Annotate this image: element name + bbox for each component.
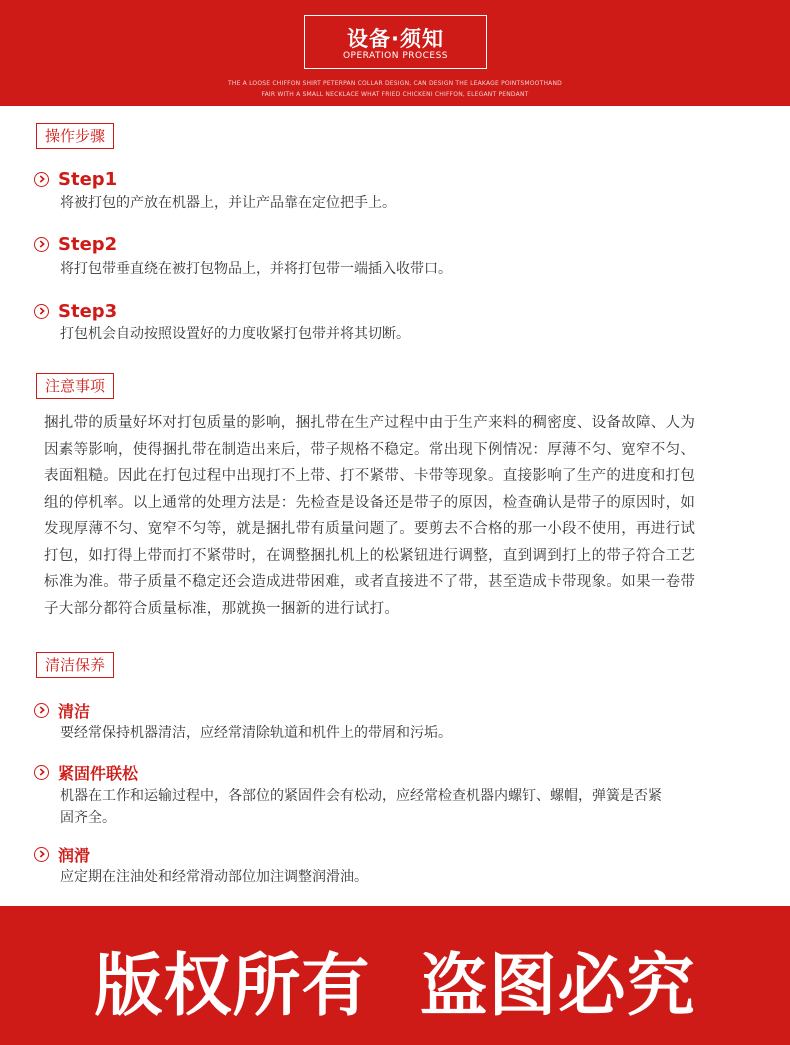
section-label-notice: 注意事项 bbox=[36, 373, 114, 399]
step-2-heading bbox=[34, 232, 117, 256]
chevron-right-circle-icon bbox=[34, 765, 49, 780]
title-box bbox=[304, 15, 487, 69]
page-subtitle: OPERATION PROCESS bbox=[342, 51, 449, 61]
maintenance-line: 应定期在注油处和经常滑动部位加注调整润滑油。 bbox=[60, 869, 368, 885]
notice-line: 因素等影响，使得捆扎带在制造出来后，带子规格不稳定。常出现下例情况：厚薄不匀、宽窄不匀、 bbox=[44, 441, 696, 458]
step-1-title: Step1 bbox=[58, 168, 118, 190]
step-1-text: 将被打包的产放在机器上，并让产品靠在定位把手上。 bbox=[60, 195, 396, 211]
maintenance-item-3-text bbox=[60, 866, 760, 888]
maintenance-item-2-text bbox=[60, 785, 760, 829]
step-2-text: 将打包带垂直绕在被打包物品上，并将打包带一端插入收带口。 bbox=[60, 261, 452, 277]
tagline-line-2: FAIR WITH A SMALL NECKLACE WHAT FRIED CHICKENI CHIFFON, ELEGANT PENDANT bbox=[261, 91, 529, 98]
notice-paragraph bbox=[44, 410, 756, 622]
chevron-right-circle-icon bbox=[34, 237, 49, 252]
chevron-right-circle-icon bbox=[34, 172, 49, 187]
step-3-text: 打包机会自动按照设置好的力度收紧打包带并将其切断。 bbox=[60, 326, 410, 342]
notice-line: 捆扎带的质量好坏对打包质量的影响，捆扎带在生产过程中由于生产来料的稠密度、设备故障、人为 bbox=[44, 415, 696, 431]
chevron-right-circle-icon bbox=[34, 304, 49, 319]
maintenance-item-2-heading bbox=[34, 760, 138, 784]
maintenance-item-3-heading bbox=[34, 842, 90, 866]
section-label-operation: 操作步骤 bbox=[36, 123, 114, 149]
maintenance-item-1-heading bbox=[34, 698, 90, 722]
notice-line: 表面粗糙。因此在打包过程中出现打不上带、打不紧带、卡带等现象。直接影响了生产的进度和打包 bbox=[44, 468, 696, 484]
tagline-line-1: THE A LOOSE CHIFFON SHIRT PETERPAN COLLAR DESIGN, CAN DESIGN THE LEAKAGE POINTSMOOTHAND bbox=[228, 80, 562, 87]
maintenance-item-3-title: 润滑 bbox=[58, 845, 91, 865]
header-banner bbox=[0, 0, 790, 106]
notice-line: 子大部分都符合质量标准，那就换一捆新的进行试打。 bbox=[44, 600, 400, 617]
maintenance-line: 固齐全。 bbox=[60, 810, 116, 826]
page-title: 设备·须知 bbox=[347, 27, 444, 51]
section-label-maintenance: 清洁保养 bbox=[36, 652, 114, 678]
notice-line: 发现厚薄不匀、宽窄不匀等，就是捆扎带有质量问题了。要剪去不合格的那一小段不使用，再进行试 bbox=[44, 521, 696, 537]
step-3-heading bbox=[34, 299, 117, 323]
maintenance-item-1-title: 清洁 bbox=[58, 701, 91, 721]
step-1-heading bbox=[34, 167, 117, 191]
maintenance-item-2-title: 紧固件联松 bbox=[58, 763, 139, 783]
step-3-title: Step3 bbox=[58, 300, 118, 322]
footer-banner bbox=[0, 906, 790, 1045]
maintenance-line: 机器在工作和运输过程中，各部位的紧固件会有松动，应经常检查机器内螺钉、螺帽，弹簧是否紧 bbox=[60, 788, 662, 804]
notice-line: 打包，如打得上带而打不紧带时，在调整捆扎机上的松紧钮进行调整，直到调到打上的带子符合工艺 bbox=[44, 547, 696, 564]
maintenance-item-1-text bbox=[60, 722, 760, 744]
notice-line: 标准为准。带子质量不稳定还会造成进带困难，或者直接进不了带，甚至造成卡带现象。如果一卷带 bbox=[44, 574, 696, 590]
maintenance-line: 要经常保持机器清洁，应经常清除轨道和机件上的带屑和污垢。 bbox=[60, 725, 452, 741]
chevron-right-circle-icon bbox=[34, 847, 49, 862]
chevron-right-circle-icon bbox=[34, 703, 49, 718]
step-2-title: Step2 bbox=[58, 233, 118, 255]
copyright-notice: 版权所有 盗图必究 bbox=[94, 947, 696, 1026]
notice-line: 组的停机率。以上通常的处理方法是：先检查是设备还是带子的原因，检查确认是带子的原因时，如 bbox=[44, 494, 696, 511]
